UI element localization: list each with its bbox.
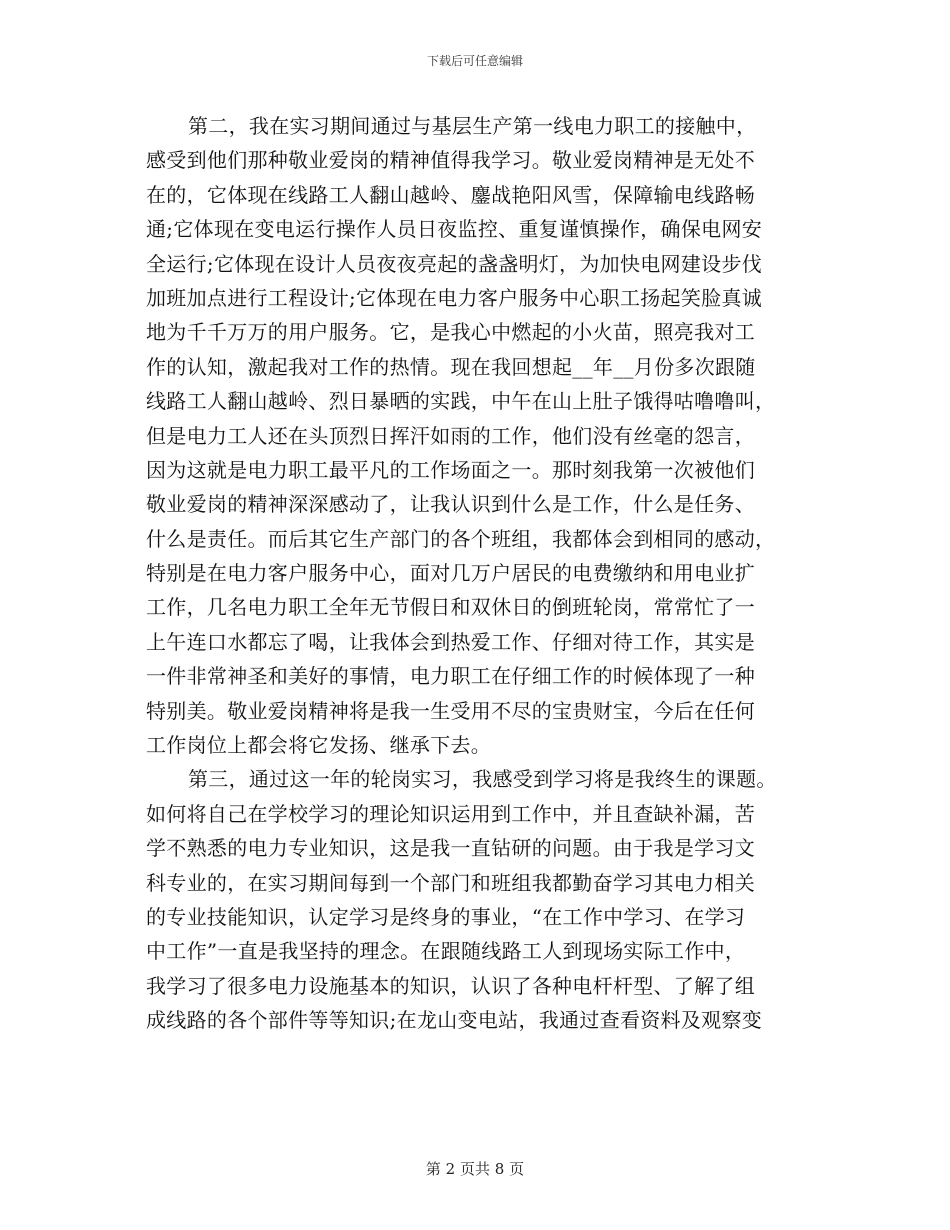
document-body	[146, 109, 806, 1038]
paragraph-line: 工作，几名电力职工全年无节假日和双休日的倒班轮岗，常常忙了一	[146, 595, 755, 620]
paragraph-line: 敬业爱岗的精神深深感动了，让我认识到什么是工作，什么是任务、	[146, 492, 755, 517]
paragraph-line: 工作岗位上都会将它发扬、继承下去。	[146, 733, 492, 758]
paragraph-line: 的专业技能知识，认定学习是终身的事业，“在工作中学习、在学习	[146, 904, 746, 929]
paragraph-line: 特别美。敬业爱岗精神将是我一生受用不尽的宝贵财宝，今后在任何	[146, 698, 755, 723]
paragraph-line: 一件非常神圣和美好的事情，电力职工在仔细工作的时候体现了一种	[146, 664, 755, 689]
paragraph-line: 如何将自己在学校学习的理论知识运用到工作中，并且查缺补漏，苦	[146, 801, 755, 826]
paragraph-line: 作的认知，激起我对工作的热情。现在我回想起__年__月份多次跟随	[146, 354, 756, 379]
paragraph-line: 中工作”一直是我坚持的理念。在跟随线路工人到现场实际工作中，	[146, 939, 746, 964]
paragraph-line: 感受到他们那种敬业爱岗的精神值得我学习。敬业爱岗精神是无处不	[146, 148, 755, 173]
page-footer: 第 2 页共 8 页	[425, 1160, 525, 1178]
paragraph-line: 第二，我在实习期间通过与基层生产第一线电力职工的接触中，	[188, 114, 757, 138]
paragraph-line: 线路工人翻山越岭、烈日暴晒的实践，中午在山上肚子饿得咕噜噜叫，	[146, 389, 776, 414]
page-header: 下载后可任意编辑	[426, 54, 523, 68]
paragraph-line: 科专业的，在实习期间每到一个部门和班组我都勤奋学习其电力相关	[146, 870, 755, 895]
paragraph-line: 加班加点进行工程设计;它体现在电力客户服务中心职工扬起笑脸真诚	[146, 285, 763, 310]
paragraph-line: 上午连口水都忘了喝，让我体会到热爱工作、仔细对待工作，其实是	[146, 629, 755, 654]
paragraph-line: 因为这就是电力职工最平凡的工作场面之一。那时刻我第一次被他们	[146, 457, 755, 482]
paragraph-line: 特别是在电力客户服务中心，面对几万户居民的电费缴纳和用电业扩	[146, 561, 755, 586]
paragraph-line: 我学习了很多电力设施基本的知识，认识了各种电杆杆型、了解了组	[146, 973, 755, 998]
paragraph-line: 什么是责任。而后其它生产部门的各个班组，我都体会到相同的感动，	[146, 526, 776, 551]
paragraph-line: 第三，通过这一年的轮岗实习，我感受到学习将是我终生的课题。	[188, 767, 777, 792]
paragraph-line: 但是电力工人还在头顶烈日挥汗如雨的工作，他们没有丝毫的怨言，	[146, 423, 755, 448]
paragraph-line: 地为千千万万的用户服务。它，是我心中燃起的小火苗，照亮我对工	[146, 320, 755, 345]
paragraph-line: 通;它体现在变电运行操作人员日夜监控、重复谨慎操作，确保电网安	[146, 217, 763, 242]
paragraph-line: 成线路的各个部件等等知识;在龙山变电站，我通过查看资料及观察变	[146, 1008, 763, 1033]
paragraph-line: 在的，它体现在线路工人翻山越岭、鏖战艳阳风雪，保障输电线路畅	[146, 182, 755, 207]
paragraph-line: 学不熟悉的电力专业知识，这是我一直钻研的问题。由于我是学习文	[146, 836, 755, 861]
paragraph-line: 全运行;它体现在设计人员夜夜亮起的盏盏明灯，为加快电网建设步伐	[146, 251, 763, 276]
